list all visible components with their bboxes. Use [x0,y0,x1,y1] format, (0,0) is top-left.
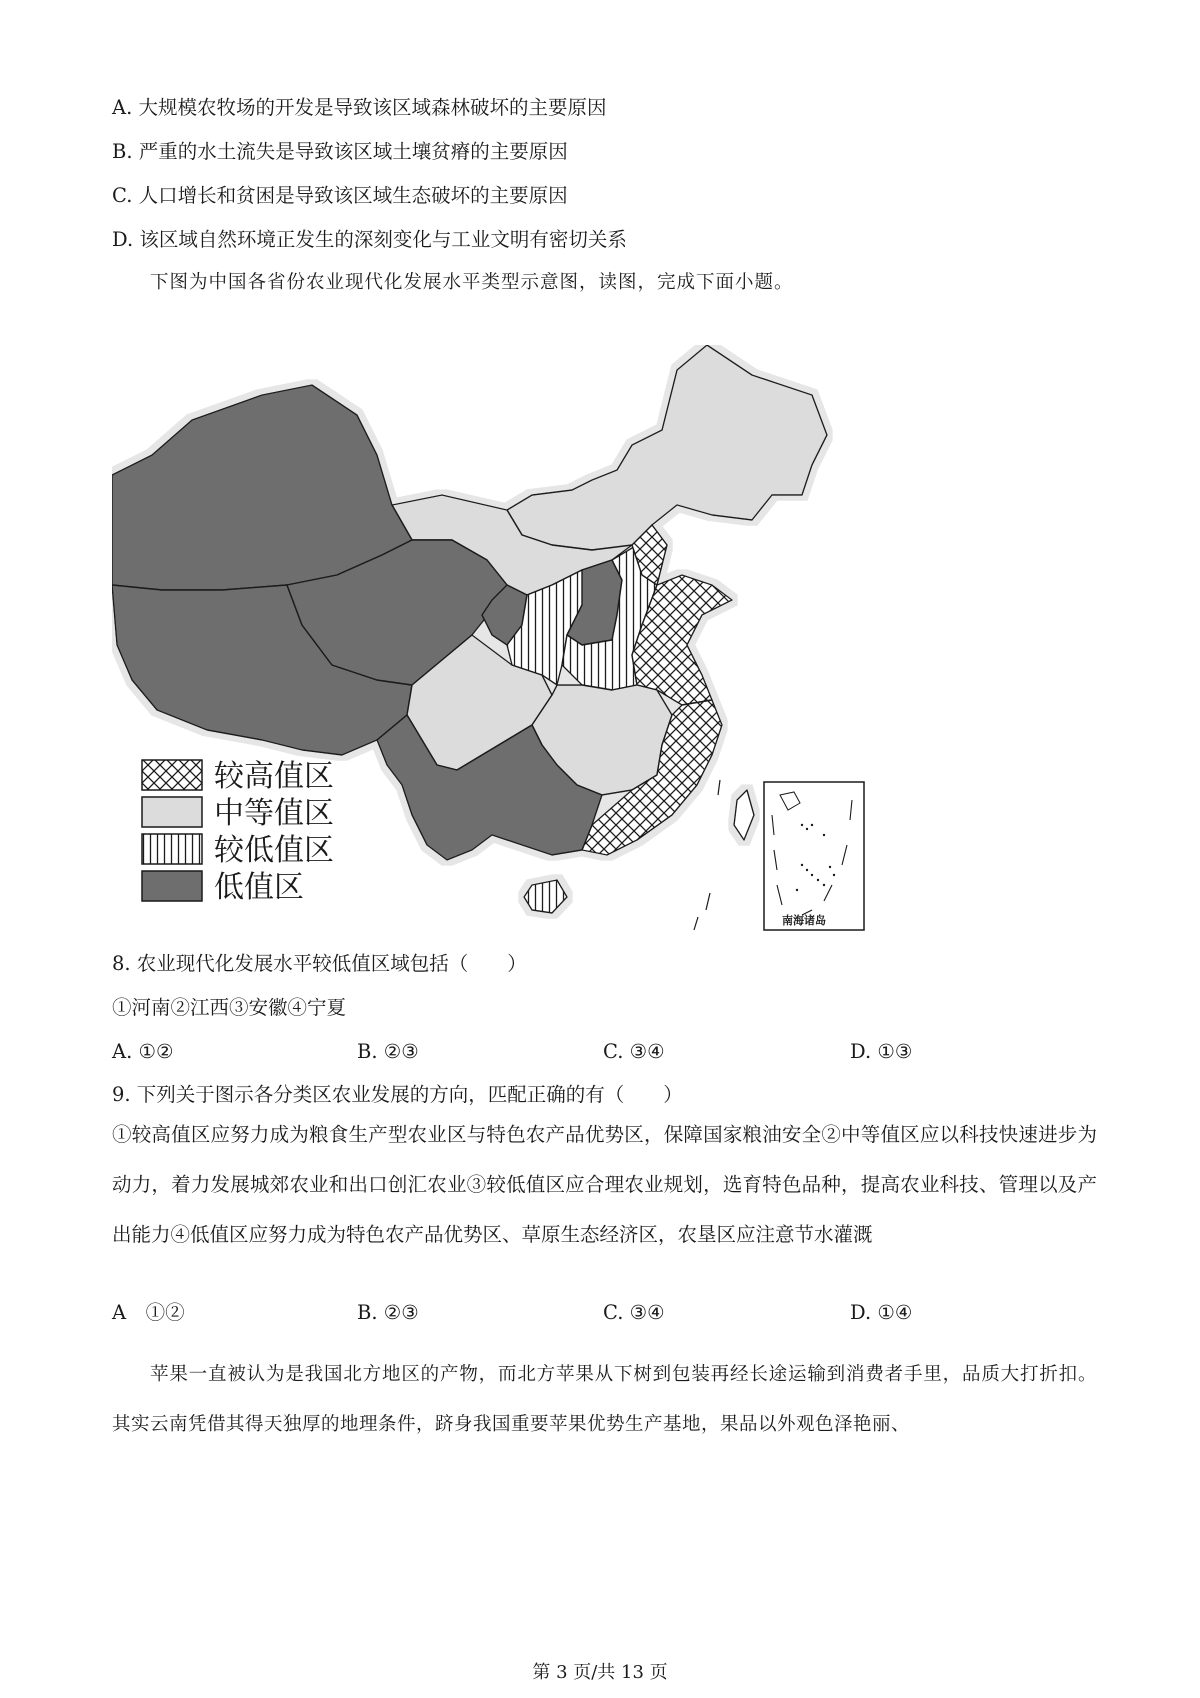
south-china-sea-inset [764,782,864,930]
apple-passage: 苹果一直被认为是我国北方地区的产物，而北方苹果从下树到包装再经长途运输到消费者手里，品质大打折扣。其实云南凭借其得天独厚的地理条件，跻身我国重要苹果优势生产基地，果品以外观色泽艳丽、 [112,1364,1097,1435]
q8-items: ①河南②江西③安徽④宁夏 [112,996,347,1019]
q9-option-c: C. ③④ [603,1301,665,1324]
q8-option-a: A. ①② [112,1040,174,1063]
legend-label-lowest: 低值区 [214,870,304,905]
q7-option-b: B. 严重的水土流失是导致该区域土壤贫瘠的主要原因 [112,140,568,163]
q9-option-a: A ①② [112,1301,185,1324]
q8-option-d: D. ①③ [850,1040,913,1063]
region-taiwan [734,790,754,840]
map-intro: 下图为中国各省份农业现代化发展水平类型示意图，读图，完成下面小题。 [150,272,794,293]
q7-option-d: D. 该区域自然环境正发生的深刻变化与工业文明有密切关系 [112,228,627,251]
region-northeast [507,345,827,550]
coastal-islands [694,780,720,930]
legend-label-medium: 中等值区 [214,796,334,831]
q8-stem: 8. 农业现代化发展水平较低值区域包括（ ） [112,952,527,975]
q9-option-b: B. ②③ [357,1301,419,1324]
map-legend [142,759,334,905]
china-agri-modernization-map [112,345,942,935]
q9-stem: 9. 下列关于图示各分类区农业发展的方向，匹配正确的有（ ） [112,1083,683,1106]
inset-label: 南海诸岛 [782,914,826,927]
region-xinjiang [112,385,412,590]
q7-option-a: A. 大规模农牧场的开发是导致该区域森林破坏的主要原因 [112,96,607,119]
q8-option-c: C. ③④ [603,1040,665,1063]
region-hainan [524,880,567,913]
q9-option-d: D. ①④ [850,1301,913,1324]
page-footer: 第 3 页/共 13 页 [532,1662,668,1683]
legend-label-low: 较低值区 [214,833,334,868]
q7-option-c: C. 人口增长和贫困是导致该区域生态破坏的主要原因 [112,184,568,207]
legend-label-high: 较高值区 [214,759,334,794]
q9-body: ①较高值区应努力成为粮食生产型农业区与特色农产品优势区，保障国家粮油安全②中等值区应以科技快速进步为动力，着力发展城郊农业和出口创汇农业③较低值区应合理农业规划，选育特色品种，提高农业科技、管理以及产出能力④低值区应努力成为特色农产品优势区、草原生态经济区，农垦区应注意节水灌溉 [112,1123,1097,1246]
q8-option-b: B. ②③ [357,1040,419,1063]
